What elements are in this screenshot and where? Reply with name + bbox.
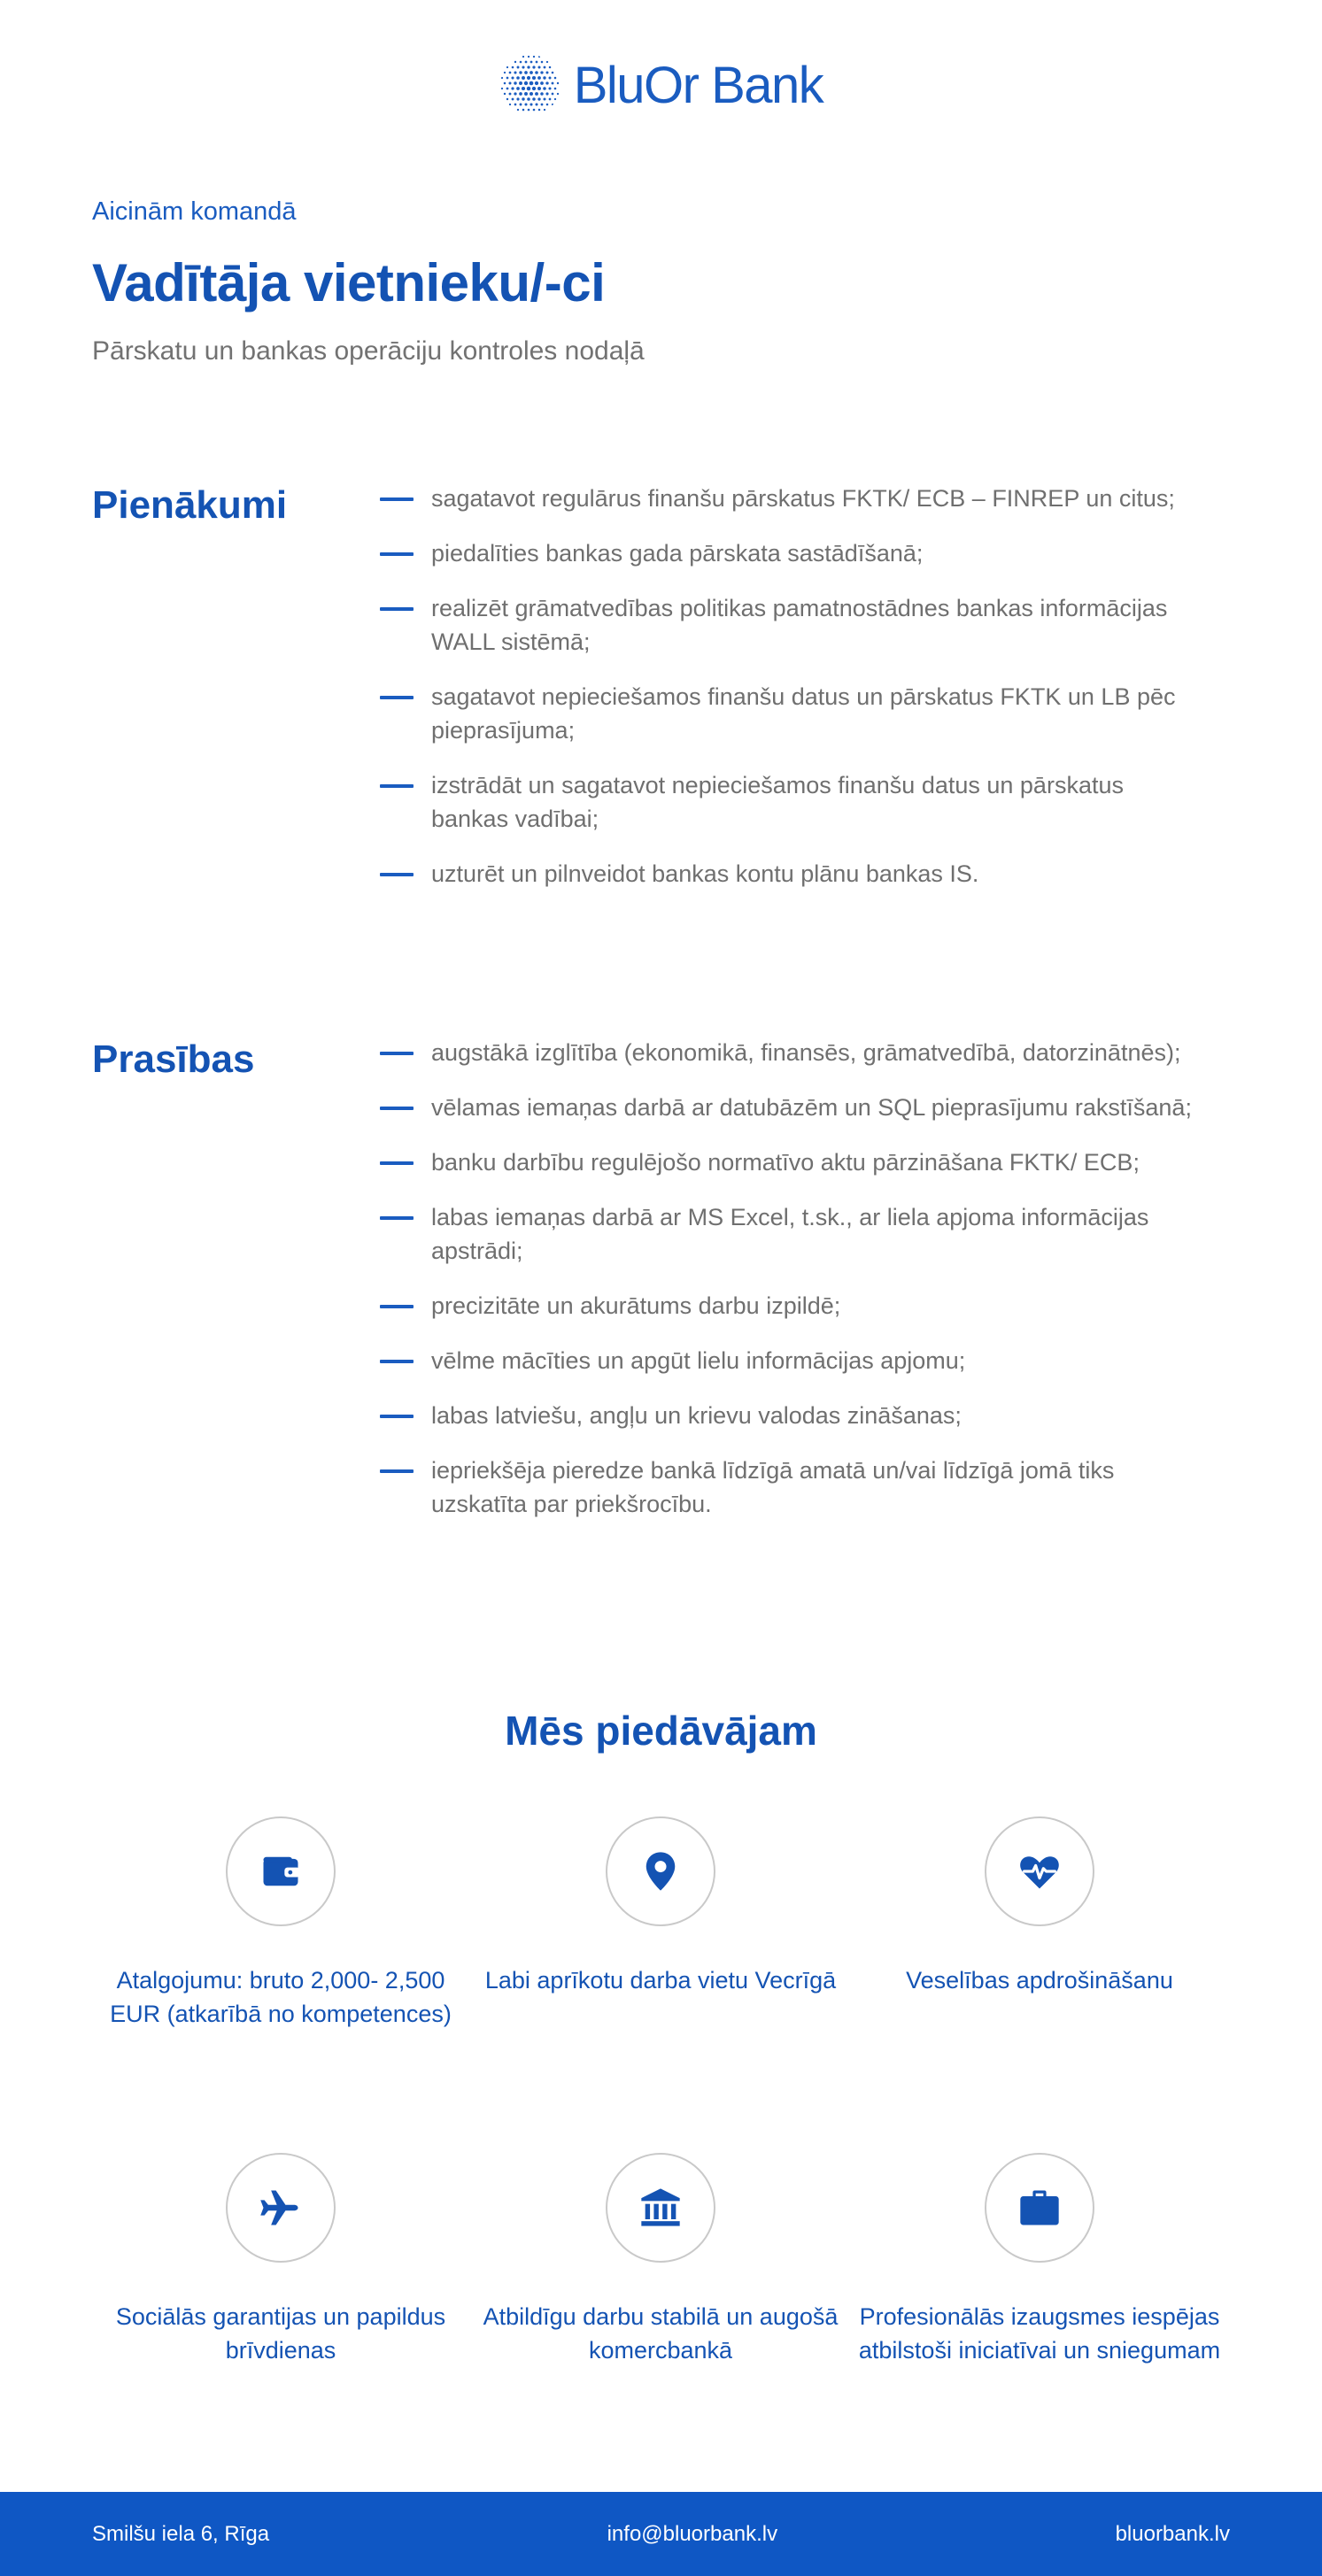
duties-title: Pienākumi — [92, 483, 288, 527]
dotted-globe-icon — [499, 53, 561, 117]
bullet-text: vēlme mācīties un apgūt lielu informācijas apjomu; — [431, 1347, 966, 1374]
duty-item — [380, 857, 1203, 891]
offer-label: Atbildīgu darbu stabilā un augošā komercbankā — [483, 2303, 839, 2364]
offer-item-growth — [854, 2153, 1225, 2367]
requirements-title: Prasības — [92, 1037, 255, 1081]
bank-building-icon — [638, 2185, 684, 2231]
requirement-item — [380, 1036, 1203, 1069]
bullet-text: piedalīties bankas gada pārskata sastādīšanā; — [431, 540, 924, 567]
duties-section — [92, 476, 1243, 937]
offer-icon-circle — [985, 1816, 1094, 1926]
requirement-item — [380, 1200, 1203, 1268]
footer-address: Smilšu iela 6, Rīga — [92, 2521, 270, 2546]
bullet-dash — [380, 497, 414, 501]
bullet-dash — [380, 1052, 414, 1055]
duty-item — [380, 482, 1203, 515]
bullet-dash — [380, 696, 414, 699]
bullet-dash — [380, 552, 414, 556]
offer-item-workplace — [475, 1816, 847, 1997]
offer-label: Atalgojumu: bruto 2,000- 2,500 EUR (atkarībā no kompetences) — [110, 1967, 452, 2027]
offer-label: Profesionālās izaugsmes iespējas atbilstoši iniciatīvai un sniegumam — [858, 2303, 1221, 2364]
bullet-text: augstākā izglītība (ekonomikā, finansēs, grāmatvedībā, datorzinātnēs); — [431, 1039, 1181, 1066]
bullet-text: banku darbību regulējošo normatīvo aktu pārzināšana FKTK/ ECB; — [431, 1149, 1140, 1176]
offer-icon-circle — [226, 2153, 336, 2263]
offer-item-insurance — [854, 1816, 1225, 1997]
bullet-dash — [380, 1216, 414, 1220]
bullet-dash — [380, 1107, 414, 1110]
bullet-text: sagatavot nepieciešamos finanšu datus un pārskatus FKTK un LB pēc pieprasījuma; — [431, 683, 1176, 744]
offer-icon-circle — [226, 1816, 336, 1926]
requirement-item — [380, 1145, 1203, 1179]
bullet-text: izstrādāt un sagatavot nepieciešamos finanšu datus un pārskatus bankas vadībai; — [431, 772, 1124, 832]
offer-icon-circle — [985, 2153, 1094, 2263]
duty-item — [380, 768, 1203, 836]
bullet-text: precizitāte un akurātums darbu izpildē; — [431, 1292, 841, 1319]
bullet-text: labas iemaņas darbā ar MS Excel, t.sk., ar liela apjoma informācijas apstrādi; — [431, 1204, 1149, 1264]
bullet-text: realizēt grāmatvedības politikas pamatnostādnes bankas informācijas WALL sistēmā; — [431, 595, 1168, 655]
duty-item — [380, 591, 1203, 659]
bullet-text: labas latviešu, angļu un krievu valodas zināšanas; — [431, 1402, 962, 1429]
bullet-dash — [380, 1360, 414, 1363]
bullet-dash — [380, 1469, 414, 1473]
footer-email-link[interactable]: info@bluorbank.lv — [607, 2521, 778, 2546]
duties-list — [380, 482, 1203, 912]
department-subtitle: Pārskatu un bankas operāciju kontroles nodaļā — [92, 336, 645, 366]
duty-item — [380, 680, 1203, 747]
bullet-dash — [380, 607, 414, 611]
requirements-section — [92, 1030, 1243, 1650]
brand-name: BluOr Bank — [573, 56, 823, 114]
wallet-icon — [258, 1848, 304, 1894]
requirements-list — [380, 1036, 1203, 1542]
hero-kicker: Aicinām komandā — [92, 197, 297, 226]
offer-title: Mēs piedāvājam — [505, 1708, 817, 1754]
requirement-item — [380, 1454, 1203, 1521]
offer-item-bank — [475, 2153, 847, 2367]
heart-pulse-icon — [1017, 1848, 1063, 1894]
footer-website-link[interactable]: bluorbank.lv — [1115, 2521, 1230, 2546]
duty-item — [380, 536, 1203, 570]
requirement-item — [380, 1289, 1203, 1323]
bullet-text: vēlamas iemaņas darbā ar datubāzēm un SQL pieprasījumu rakstīšanā; — [431, 1094, 1192, 1121]
bullet-dash — [380, 1161, 414, 1165]
requirement-item — [380, 1399, 1203, 1432]
offer-icon-circle — [606, 2153, 715, 2263]
bullet-text: uzturēt un pilnveidot bankas kontu plānu bankas IS. — [431, 860, 979, 887]
brand-logo — [0, 53, 1322, 117]
offer-label: Veselības apdrošināšanu — [906, 1967, 1173, 1994]
bullet-text: sagatavot regulārus finanšu pārskatus FKTK/ ECB – FINREP un citus; — [431, 485, 1175, 512]
offer-label: Labi aprīkotu darba vietu Vecrīgā — [484, 1967, 837, 1994]
offer-icon-circle — [606, 1816, 715, 1926]
bullet-dash — [380, 873, 414, 876]
bullet-dash — [380, 784, 414, 788]
offer-item-salary — [95, 1816, 467, 2031]
requirement-item — [380, 1344, 1203, 1377]
bullet-text: iepriekšēja pieredze bankā līdzīgā amatā un/vai līdzīgā jomā tiks uzskatīta par priekšrocību. — [431, 1457, 1115, 1517]
requirement-item — [380, 1091, 1203, 1124]
bullet-dash — [380, 1305, 414, 1308]
footer — [0, 2492, 1322, 2576]
briefcase-icon — [1017, 2185, 1063, 2231]
offer-item-social — [95, 2153, 467, 2367]
offer-label: Sociālās garantijas un papildus brīvdienas — [115, 2303, 446, 2364]
location-pin-icon — [638, 1848, 684, 1894]
airplane-icon — [258, 2185, 304, 2231]
bullet-dash — [380, 1415, 414, 1418]
job-title: Vadītāja vietnieku/-ci — [92, 253, 606, 312]
